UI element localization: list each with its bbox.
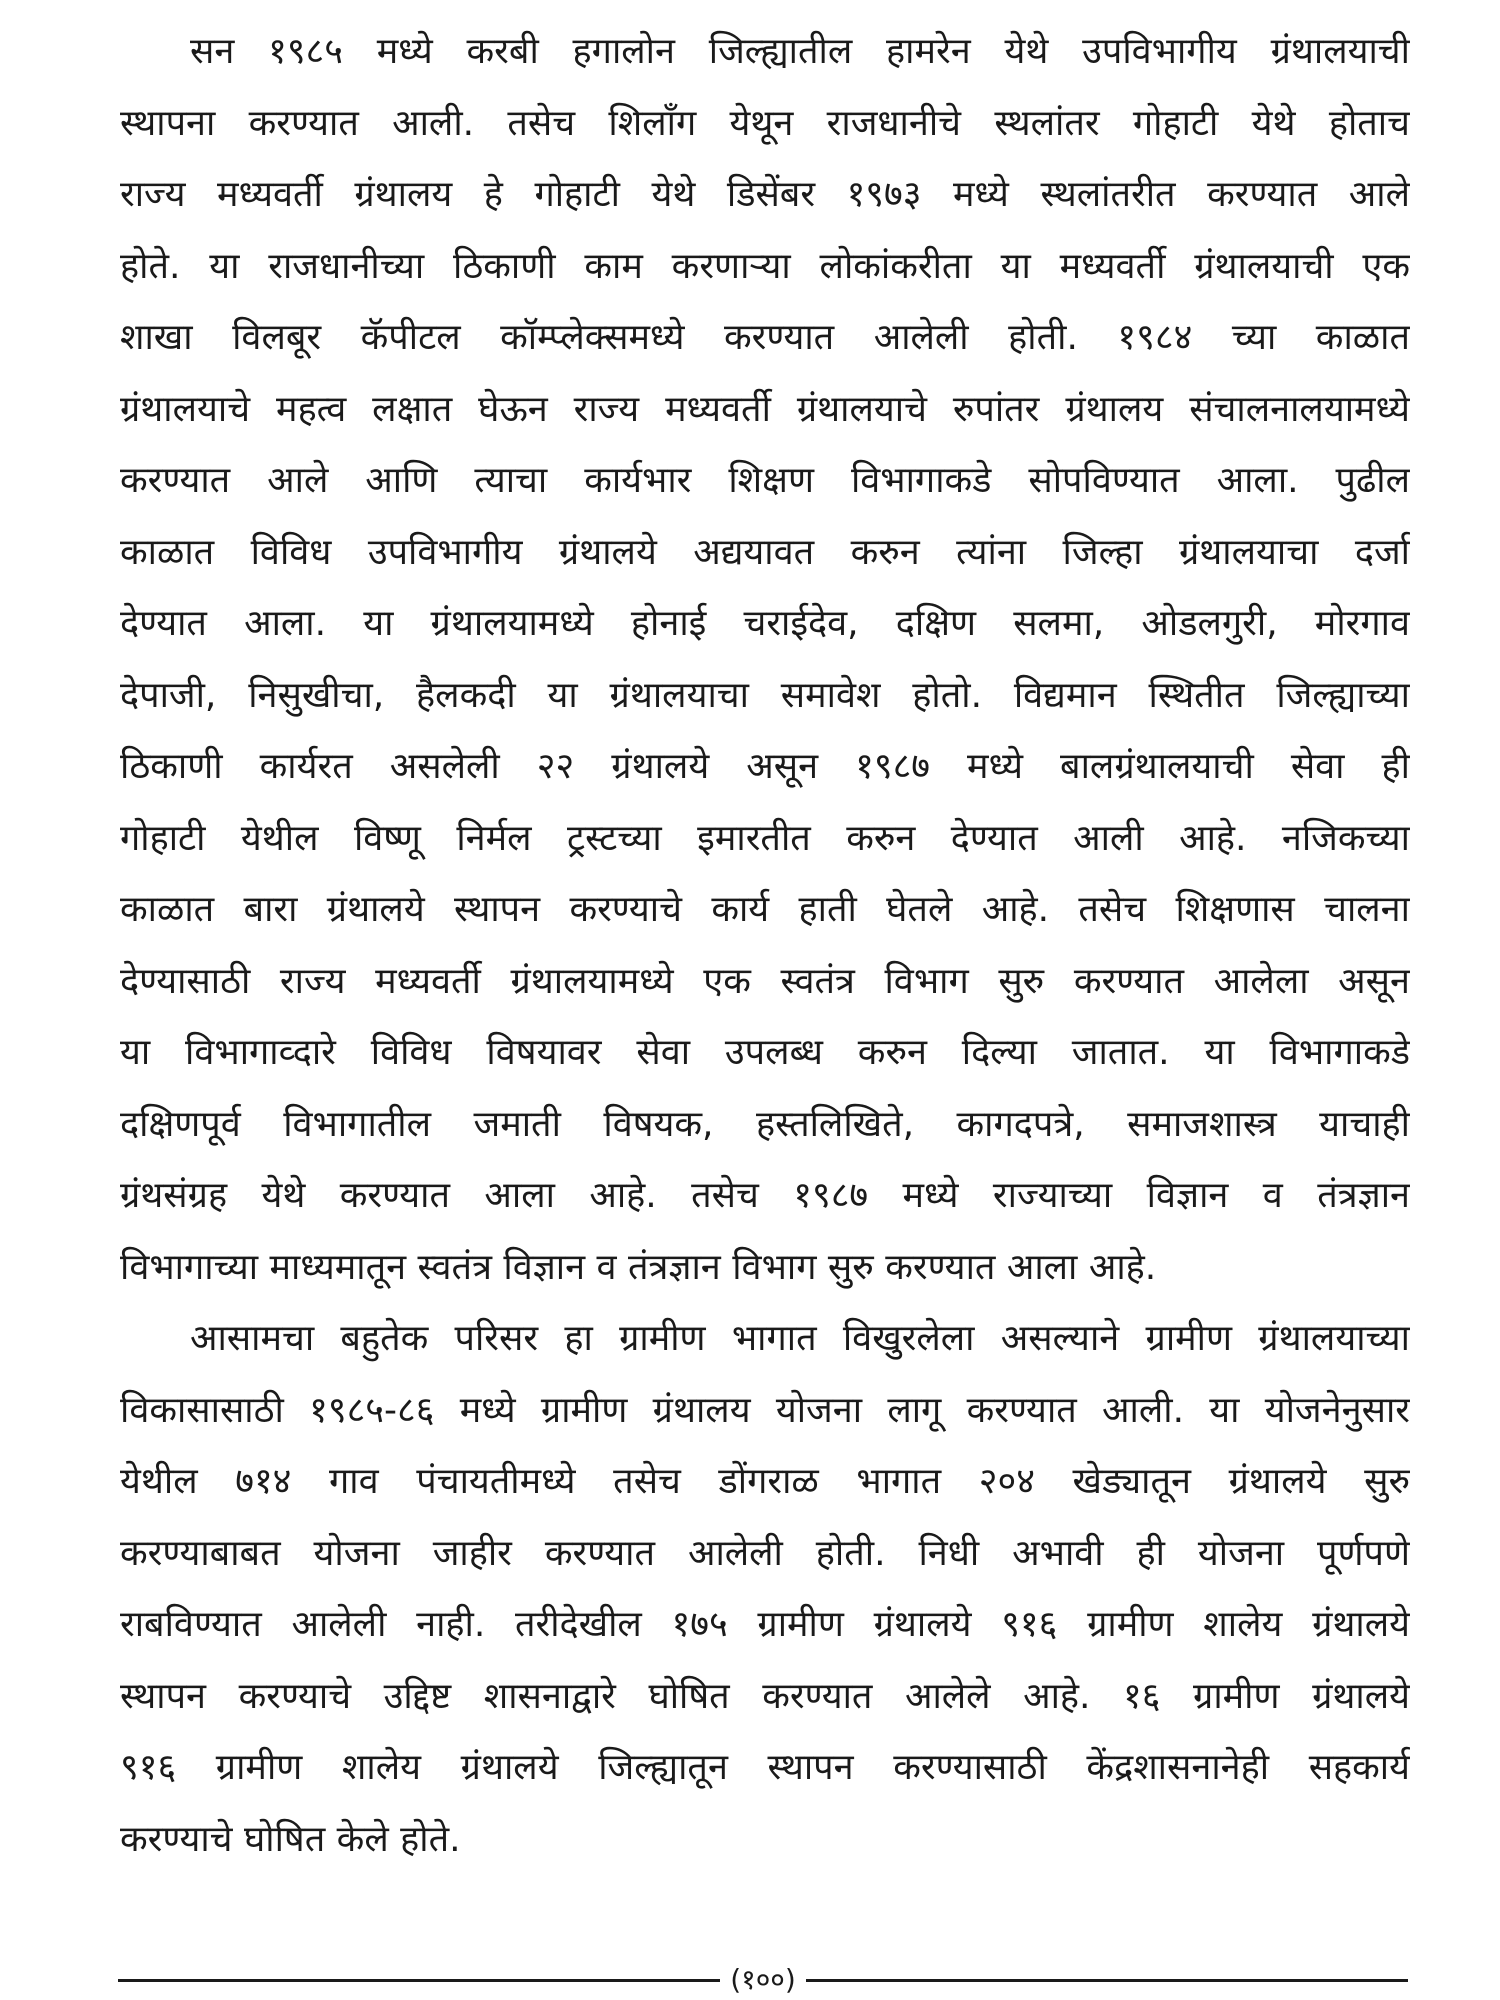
- text-line: करण्यात आले आणि त्याचा कार्यभार शिक्षण विभागाकडे सोपविण्यात आला. पुढील: [120, 460, 1410, 501]
- text-line: काळात बारा ग्रंथालये स्थापन करण्याचे कार्य हाती घेतले आहे. तसेच शिक्षणास चालना: [120, 889, 1410, 930]
- text-line: काळात विविध उपविभागीय ग्रंथालये अद्ययावत करुन त्यांना जिल्हा ग्रंथालयाचा दर्जा: [120, 531, 1410, 573]
- page-number: (१००): [730, 1963, 796, 1996]
- text-line: स्थापना करण्यात आली. तसेच शिलाँग येथून राजधानीचे स्थलांतर गोहाटी येथे होताच: [120, 102, 1410, 144]
- text-line: येथील ७१४ गाव पंचायतीमध्ये तसेच डोंगराळ भागात २०४ खेड्यातून ग्रंथालये सुरु: [120, 1461, 1410, 1502]
- text-line: ९१६ ग्रामीण शालेय ग्रंथालये जिल्ह्यातून स्थापन करण्यासाठी केंद्रशासनानेही सहकार्य: [120, 1747, 1410, 1788]
- text-line: ठिकाणी कार्यरत असलेली २२ ग्रंथालये असून १९८७ मध्ये बालग्रंथालयाची सेवा ही: [120, 746, 1410, 787]
- text-line: ग्रंथालयाचे महत्व लक्षात घेऊन राज्य मध्यवर्ती ग्रंथालयाचे रुपांतर ग्रंथालय संचालनालयामध्ये: [120, 388, 1410, 430]
- text-line: होते. या राजधानीच्या ठिकाणी काम करणाऱ्या लोकांकरीता या मध्यवर्ती ग्रंथालयाची एक: [120, 245, 1410, 287]
- text-line: सन १९८५ मध्ये करबी हगालोन जिल्ह्यातील हामरेन येथे उपविभागीय ग्रंथालयाची: [190, 31, 1410, 72]
- page-footer: [118, 1963, 1408, 1996]
- paragraph-2: [120, 1303, 1410, 1875]
- body-text: [120, 16, 1410, 1875]
- text-line: देण्यात आला. या ग्रंथालयामध्ये होनाई चराईदेव, दक्षिण सलमा, ओडलगुरी, मोरगाव: [120, 603, 1410, 644]
- text-line: देण्यासाठी राज्य मध्यवर्ती ग्रंथालयामध्ये एक स्वतंत्र विभाग सुरु करण्यात आलेला असून: [120, 960, 1410, 1002]
- text-line: या विभागाव्दारे विविध विषयावर सेवा उपलब्ध करुन दिल्या जातात. या विभागाकडे: [120, 1032, 1410, 1073]
- text-line: विभागाच्या माध्यमातून स्वतंत्र विज्ञान व तंत्रज्ञान विभाग सुरु करण्यात आला आहे.: [120, 1246, 1157, 1288]
- text-line: स्थापन करण्याचे उद्दिष्ट शासनाद्वारे घोषित करण्यात आलेले आहे. १६ ग्रामीण ग्रंथालये: [120, 1675, 1410, 1717]
- text-line: विकासासाठी १९८५-८६ मध्ये ग्रामीण ग्रंथालय योजना लागू करण्यात आली. या योजनेनुसार: [120, 1389, 1410, 1431]
- text-line: शाखा विलबूर कॅपीटल कॉम्प्लेक्समध्ये करण्यात आलेली होती. १९८४ च्या काळात: [120, 317, 1410, 358]
- text-line: करण्याबाबत योजना जाहीर करण्यात आलेली होती. निधी अभावी ही योजना पूर्णपणे: [120, 1532, 1410, 1574]
- footer-rule-right: [806, 1979, 1408, 1982]
- text-line: ग्रंथसंग्रह येथे करण्यात आला आहे. तसेच १९८७ मध्ये राज्याच्या विज्ञान व तंत्रज्ञान: [120, 1175, 1410, 1216]
- text-line: आसामचा बहुतेक परिसर हा ग्रामीण भागात विखुरलेला असल्याने ग्रामीण ग्रंथालयाच्या: [190, 1318, 1410, 1359]
- paragraph-1: [120, 16, 1410, 1303]
- text-line: करण्याचे घोषित केले होते.: [120, 1818, 461, 1860]
- text-line: राज्य मध्यवर्ती ग्रंथालय हे गोहाटी येथे डिसेंबर १९७३ मध्ये स्थलांतरीत करण्यात आले: [120, 174, 1410, 215]
- footer-rule-left: [118, 1979, 720, 1982]
- text-line: देपाजी, निसुखीचा, हैलकदी या ग्रंथालयाचा समावेश होतो. विद्यमान स्थितीत जिल्ह्याच्या: [120, 674, 1410, 716]
- text-line: राबविण्यात आलेली नाही. तरीदेखील १७५ ग्रामीण ग्रंथालये ९१६ ग्रामीण शालेय ग्रंथालये: [120, 1604, 1410, 1645]
- text-line: गोहाटी येथील विष्णू निर्मल ट्रस्टच्या इमारतीत करुन देण्यात आली आहे. नजिकच्या: [120, 817, 1410, 859]
- text-line: दक्षिणपूर्व विभागातील जमाती विषयक, हस्तलिखिते, कागदपत्रे, समाजशास्त्र याचाही: [120, 1103, 1410, 1145]
